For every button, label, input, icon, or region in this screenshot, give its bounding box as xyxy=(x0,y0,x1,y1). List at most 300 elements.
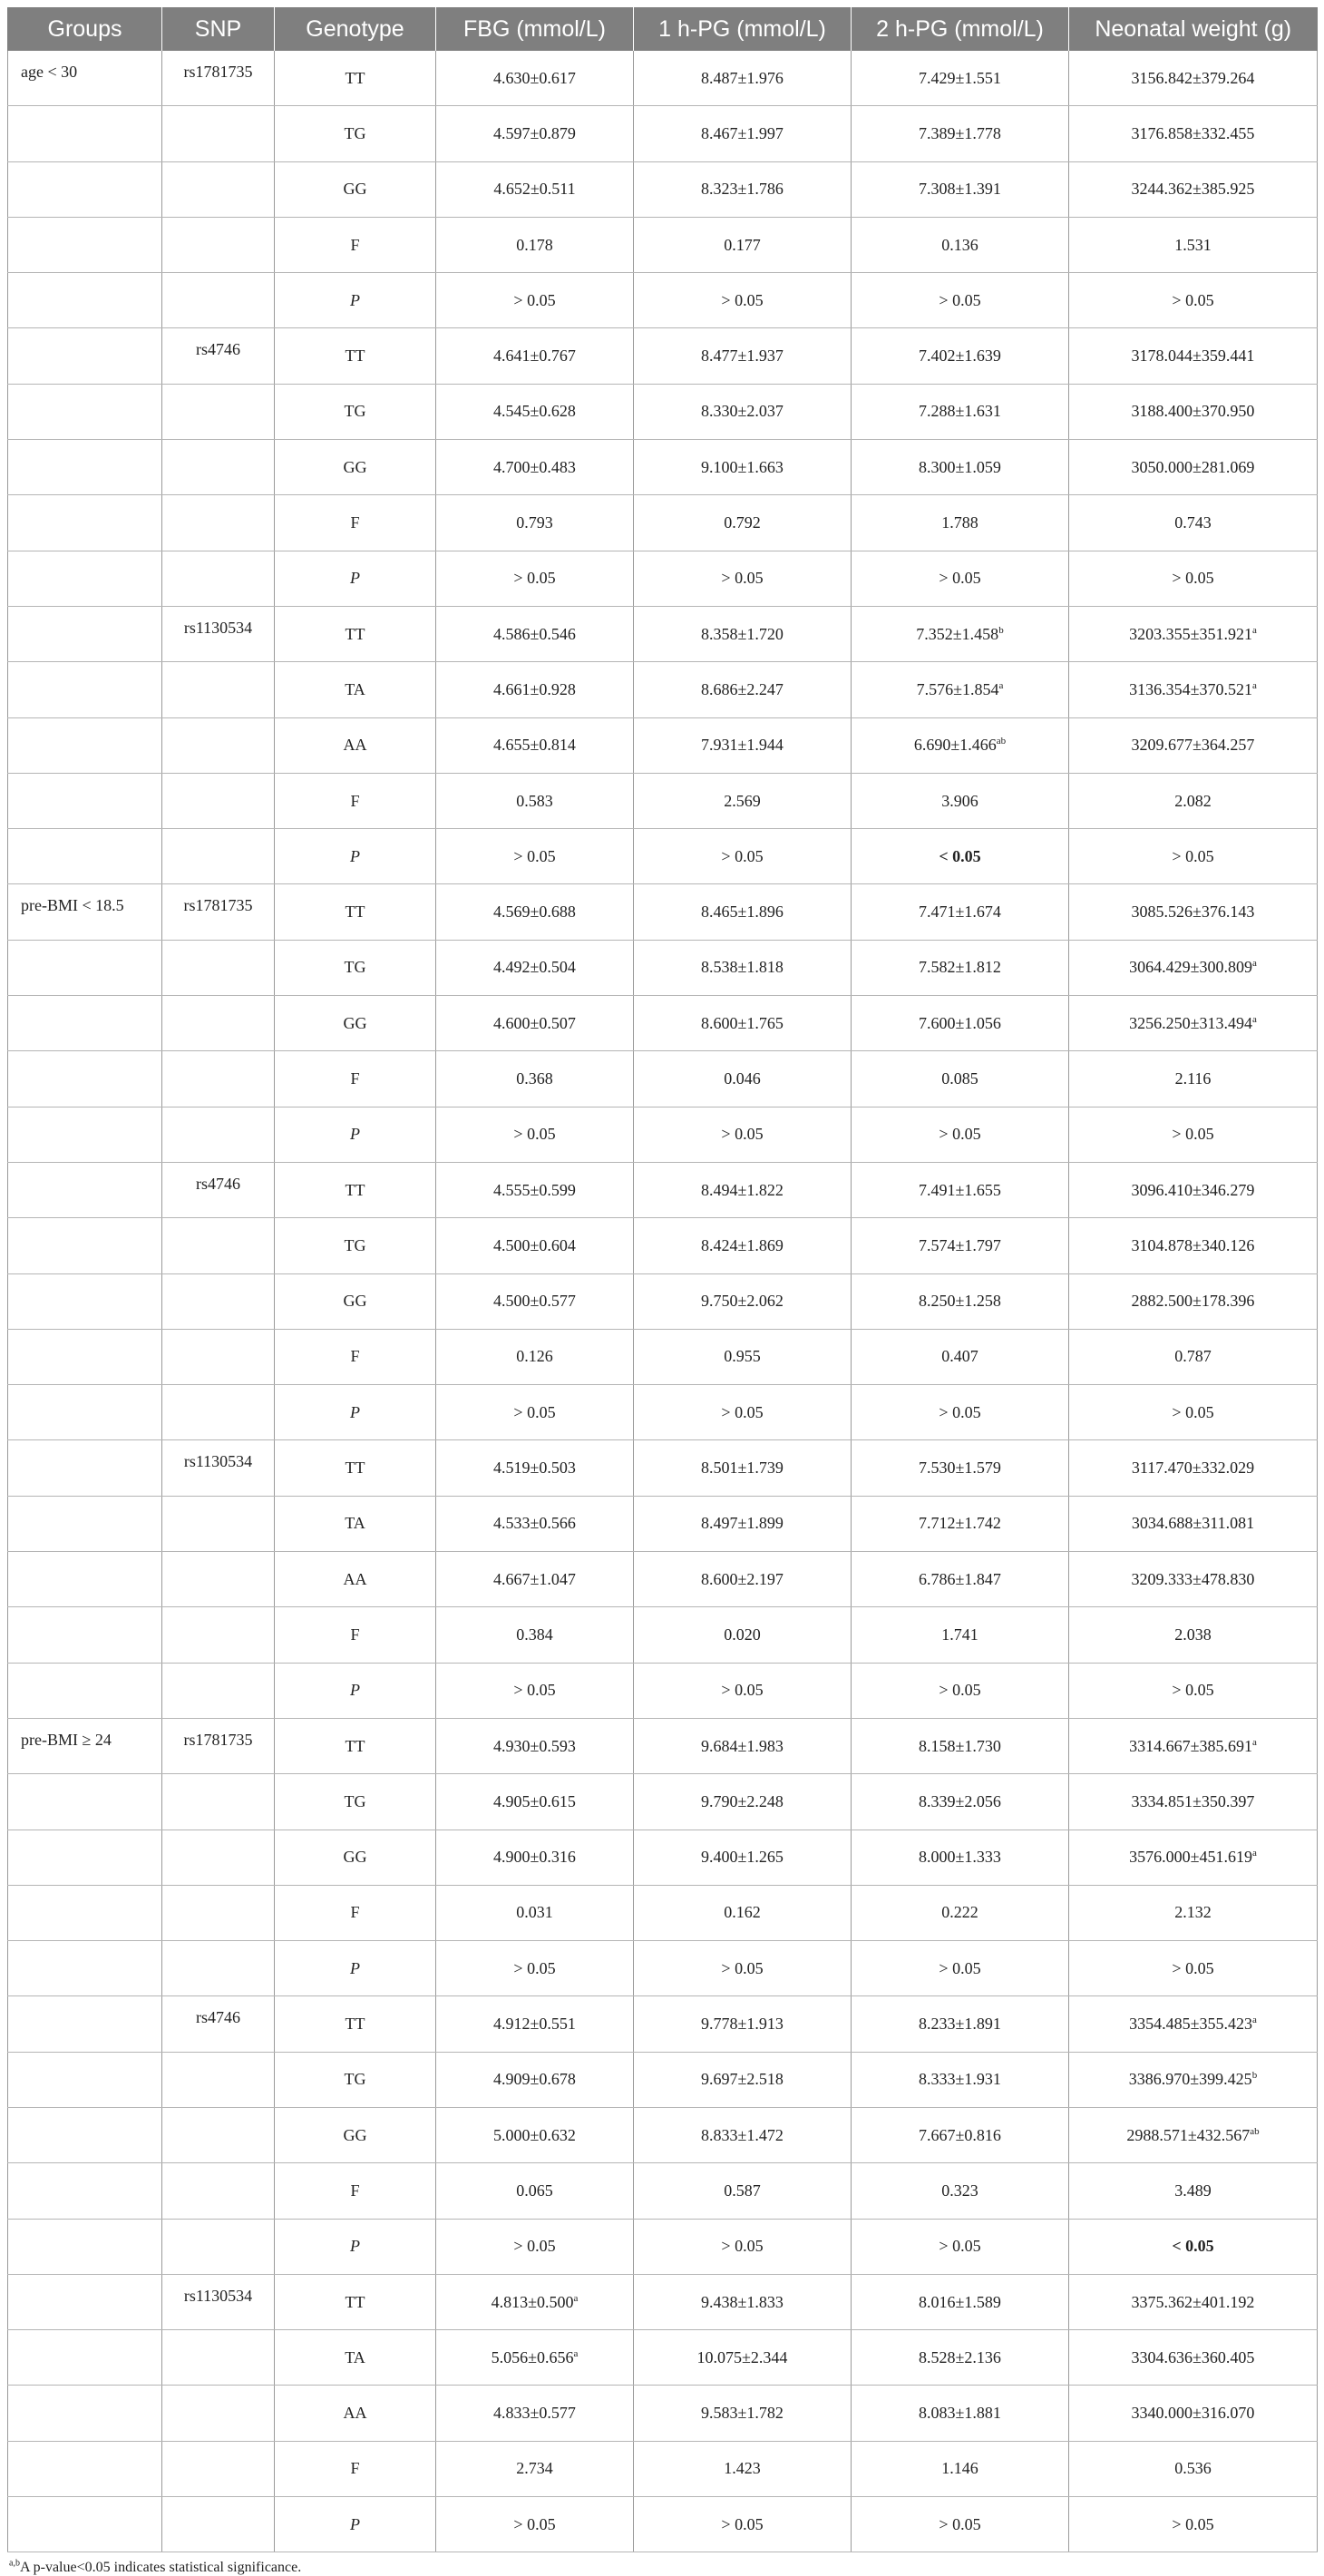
table-row xyxy=(8,773,1318,828)
table-row xyxy=(8,1218,1318,1273)
genotype-cell xyxy=(275,2052,436,2107)
pg2-cell-value: > 0.05 xyxy=(939,2514,981,2533)
snp-cell xyxy=(162,2441,275,2496)
neonatal-weight-cell-value: > 0.05 xyxy=(1172,290,1214,309)
genotype-cell xyxy=(275,161,436,217)
genotype-cell xyxy=(275,1440,436,1496)
neonatal-weight-cell xyxy=(1069,384,1318,439)
group-cell xyxy=(8,773,162,828)
fbg-cell xyxy=(436,1830,634,1885)
neonatal-weight-cell-value: 3334.851±350.397 xyxy=(1131,1791,1255,1810)
significance-marker: a xyxy=(1252,624,1257,636)
table-row xyxy=(8,440,1318,495)
snp-cell xyxy=(162,606,275,661)
snp-cell xyxy=(162,2386,275,2441)
fbg-cell xyxy=(436,606,634,661)
pg1-cell-value: 1.423 xyxy=(724,2459,761,2478)
pg2-cell-value: 7.471±1.674 xyxy=(919,903,1001,922)
pg2-cell-value: < 0.05 xyxy=(939,846,981,865)
pg1-cell xyxy=(634,2107,852,2162)
neonatal-weight-cell xyxy=(1069,717,1318,773)
pg1-cell-value: 8.833±1.472 xyxy=(701,2125,784,2144)
pg1-cell xyxy=(634,1885,852,1940)
snp-cell xyxy=(162,2274,275,2329)
neonatal-weight-cell-value: > 0.05 xyxy=(1172,846,1214,865)
pg1-cell xyxy=(634,606,852,661)
pg2-cell-value: > 0.05 xyxy=(939,1681,981,1700)
group-cell xyxy=(8,1774,162,1830)
snp-cell xyxy=(162,217,275,272)
pg2-cell-value: 6.786±1.847 xyxy=(919,1569,1001,1588)
significance-marker: a xyxy=(573,2292,579,2304)
snp-cell xyxy=(162,1440,275,1496)
pg2-cell-value: 7.576±1.854 xyxy=(916,679,999,698)
fbg-cell xyxy=(436,440,634,495)
snp-cell-value: rs1130534 xyxy=(183,618,253,637)
genotype-cell-value: TT xyxy=(345,624,365,643)
p-label: P xyxy=(350,569,360,588)
pg2-cell-value: 8.233±1.891 xyxy=(919,2015,1001,2034)
snp-cell xyxy=(162,1162,275,1217)
snp-cell xyxy=(162,1329,275,1384)
neonatal-weight-cell-value: > 0.05 xyxy=(1172,1125,1214,1144)
fbg-cell-value: 4.833±0.577 xyxy=(493,2404,576,2423)
genotype-cell xyxy=(275,1329,436,1384)
neonatal-weight-cell-value: > 0.05 xyxy=(1172,2514,1214,2533)
snp-cell xyxy=(162,773,275,828)
pg1-cell xyxy=(634,1996,852,2052)
neonatal-weight-cell xyxy=(1069,2274,1318,2329)
group-cell xyxy=(8,662,162,717)
pg1-cell xyxy=(634,1385,852,1440)
snp-cell xyxy=(162,161,275,217)
snp-cell xyxy=(162,2163,275,2219)
group-cell xyxy=(8,829,162,884)
group-cell xyxy=(8,1885,162,1940)
pg2-cell-value: 7.389±1.778 xyxy=(919,123,1001,142)
neonatal-weight-cell xyxy=(1069,161,1318,217)
genotype-cell-value: F xyxy=(350,235,360,254)
fbg-cell-value: 4.667±1.047 xyxy=(493,1569,576,1588)
neonatal-weight-cell xyxy=(1069,884,1318,940)
genotype-cell-value: F xyxy=(350,1903,360,1922)
significance-marker: a xyxy=(1252,1013,1257,1025)
genotype-cell-value: TT xyxy=(345,1736,365,1755)
group-cell xyxy=(8,2497,162,2552)
genotype-cell xyxy=(275,1051,436,1107)
genotype-cell xyxy=(275,996,436,1051)
neonatal-weight-cell xyxy=(1069,328,1318,384)
genotype-cell xyxy=(275,384,436,439)
genotype-cell-value: TA xyxy=(345,679,365,698)
column-header: FBG (mmol/L) xyxy=(436,7,634,51)
genotype-cell-value: GG xyxy=(343,1848,367,1867)
column-header: 1 h-PG (mmol/L) xyxy=(634,7,852,51)
significance-marker: ab xyxy=(996,736,1007,747)
results-table xyxy=(7,7,1318,2552)
genotype-cell-value: GG xyxy=(343,2125,367,2144)
p-label: P xyxy=(350,846,360,865)
genotype-cell xyxy=(275,1552,436,1607)
fbg-cell-value: > 0.05 xyxy=(513,2514,556,2533)
snp-cell xyxy=(162,2497,275,2552)
group-cell xyxy=(8,384,162,439)
neonatal-weight-cell-value: 3354.485±355.423 xyxy=(1129,2015,1252,2034)
genotype-cell-value: TT xyxy=(345,346,365,366)
pg2-cell xyxy=(852,1218,1069,1273)
pg1-cell-value: 8.600±2.197 xyxy=(701,1569,784,1588)
genotype-cell-value: TG xyxy=(344,402,366,421)
pg2-cell-value: 0.323 xyxy=(941,2181,978,2200)
pg2-cell xyxy=(852,1663,1069,1718)
fbg-cell xyxy=(436,2107,634,2162)
pg2-cell xyxy=(852,217,1069,272)
fbg-cell xyxy=(436,1051,634,1107)
neonatal-weight-cell xyxy=(1069,829,1318,884)
table-row xyxy=(8,161,1318,217)
neonatal-weight-cell xyxy=(1069,2441,1318,2496)
significance-marker: a xyxy=(1252,958,1257,970)
neonatal-weight-cell-value: 3203.355±351.921 xyxy=(1129,624,1252,643)
pg1-cell-value: > 0.05 xyxy=(721,290,764,309)
pg2-cell-value: 0.085 xyxy=(941,1068,978,1088)
pg2-cell xyxy=(852,1162,1069,1217)
genotype-cell xyxy=(275,2107,436,2162)
neonatal-weight-cell xyxy=(1069,940,1318,995)
neonatal-weight-cell-value: > 0.05 xyxy=(1172,1681,1214,1700)
neonatal-weight-cell-value: 3104.878±340.126 xyxy=(1131,1235,1255,1254)
table-row xyxy=(8,717,1318,773)
genotype-cell xyxy=(275,662,436,717)
table-row xyxy=(8,217,1318,272)
neonatal-weight-cell xyxy=(1069,2052,1318,2107)
table-row xyxy=(8,940,1318,995)
pg2-cell-value: 7.712±1.742 xyxy=(919,1514,1001,1533)
fbg-cell-value: 4.500±0.577 xyxy=(493,1292,576,1311)
fbg-cell xyxy=(436,1385,634,1440)
neonatal-weight-cell xyxy=(1069,773,1318,828)
table-footnote xyxy=(7,2560,1317,2576)
pg2-cell-value: 6.690±1.466 xyxy=(913,736,997,755)
pg1-cell xyxy=(634,106,852,161)
fbg-cell-value: 2.734 xyxy=(516,2459,553,2478)
pg1-cell-value: 8.467±1.997 xyxy=(701,123,784,142)
fbg-cell xyxy=(436,1440,634,1496)
significance-marker: a xyxy=(573,2347,579,2359)
fbg-cell xyxy=(436,1107,634,1162)
snp-cell xyxy=(162,1051,275,1107)
fbg-cell-value: 4.630±0.617 xyxy=(493,68,576,87)
table-container xyxy=(7,7,1317,2576)
group-cell xyxy=(8,1718,162,1773)
fbg-cell-value: 4.912±0.551 xyxy=(493,2015,576,2034)
table-row xyxy=(8,551,1318,606)
pg1-cell-value: 0.177 xyxy=(724,235,761,254)
fbg-cell xyxy=(436,551,634,606)
snp-cell xyxy=(162,328,275,384)
pg1-cell xyxy=(634,328,852,384)
fbg-cell-value: 4.533±0.566 xyxy=(493,1514,576,1533)
fbg-cell xyxy=(436,2386,634,2441)
pg1-cell xyxy=(634,495,852,551)
snp-cell-value: rs1130534 xyxy=(183,1452,253,1471)
table-row xyxy=(8,1496,1318,1551)
fbg-cell-value: > 0.05 xyxy=(513,846,556,865)
neonatal-weight-cell-value: 3096.410±346.279 xyxy=(1131,1180,1255,1199)
neonatal-weight-cell xyxy=(1069,1051,1318,1107)
column-header: Groups xyxy=(8,7,162,51)
snp-cell xyxy=(162,1663,275,1718)
genotype-cell-value: AA xyxy=(343,2404,367,2423)
p-label: P xyxy=(350,1958,360,1977)
fbg-cell-value: 4.597±0.879 xyxy=(493,123,576,142)
pg1-cell-value: 9.583±1.782 xyxy=(701,2404,784,2423)
group-cell xyxy=(8,884,162,940)
pg2-cell-value: 0.407 xyxy=(941,1347,978,1366)
pg1-cell-value: 9.790±2.248 xyxy=(701,1791,784,1810)
snp-cell xyxy=(162,1718,275,1773)
snp-cell xyxy=(162,717,275,773)
group-cell xyxy=(8,106,162,161)
group-cell xyxy=(8,1830,162,1885)
neonatal-weight-cell xyxy=(1069,1273,1318,1329)
pg2-cell-value: 7.308±1.391 xyxy=(919,180,1001,199)
group-cell xyxy=(8,328,162,384)
snp-cell xyxy=(162,1107,275,1162)
pg1-cell xyxy=(634,1162,852,1217)
group-cell xyxy=(8,2107,162,2162)
genotype-cell-value: F xyxy=(350,1068,360,1088)
group-cell xyxy=(8,717,162,773)
table-row xyxy=(8,1273,1318,1329)
fbg-cell xyxy=(436,328,634,384)
pg2-cell-value: 7.352±1.458 xyxy=(916,624,999,643)
neonatal-weight-cell xyxy=(1069,2107,1318,2162)
group-cell xyxy=(8,1440,162,1496)
fbg-cell-value: 0.065 xyxy=(516,2181,553,2200)
pg2-cell-value: 1.146 xyxy=(941,2459,978,2478)
pg1-cell-value: 8.600±1.765 xyxy=(701,1013,784,1032)
pg2-cell xyxy=(852,1329,1069,1384)
pg1-cell xyxy=(634,384,852,439)
pg1-cell-value: 9.400±1.265 xyxy=(701,1848,784,1867)
pg1-cell-value: 10.075±2.344 xyxy=(696,2347,788,2366)
significance-marker: a xyxy=(998,679,1004,691)
table-row xyxy=(8,1385,1318,1440)
pg2-cell-value: 8.250±1.258 xyxy=(919,1292,1001,1311)
pg1-cell-value: 0.020 xyxy=(724,1625,761,1644)
fbg-cell xyxy=(436,384,634,439)
table-row xyxy=(8,606,1318,661)
snp-cell xyxy=(162,106,275,161)
group-cell xyxy=(8,1218,162,1273)
fbg-cell-value: 5.056±0.656 xyxy=(491,2347,574,2366)
table-row xyxy=(8,1162,1318,1217)
pg1-cell xyxy=(634,217,852,272)
pg1-cell-value: 8.497±1.899 xyxy=(701,1514,784,1533)
fbg-cell xyxy=(436,829,634,884)
genotype-cell xyxy=(275,884,436,940)
neonatal-weight-cell-value: 3050.000±281.069 xyxy=(1131,457,1255,476)
neonatal-weight-cell-value: 3209.677±364.257 xyxy=(1131,736,1255,755)
neonatal-weight-cell xyxy=(1069,1162,1318,1217)
table-row xyxy=(8,2441,1318,2496)
p-label: P xyxy=(350,2514,360,2533)
pg1-cell xyxy=(634,773,852,828)
pg2-cell-value: > 0.05 xyxy=(939,290,981,309)
pg2-cell xyxy=(852,884,1069,940)
table-row xyxy=(8,1107,1318,1162)
table-row xyxy=(8,1552,1318,1607)
fbg-cell-value: > 0.05 xyxy=(513,1402,556,1421)
group-cell xyxy=(8,996,162,1051)
group-cell xyxy=(8,1329,162,1384)
pg1-cell xyxy=(634,1718,852,1773)
fbg-cell-value: 0.031 xyxy=(516,1903,553,1922)
genotype-cell xyxy=(275,1162,436,1217)
pg2-cell-value: 7.402±1.639 xyxy=(919,346,1001,366)
pg1-cell xyxy=(634,717,852,773)
neonatal-weight-cell-value: 3156.842±379.264 xyxy=(1131,68,1255,87)
snp-cell xyxy=(162,2330,275,2386)
pg1-cell xyxy=(634,2330,852,2386)
neonatal-weight-cell-value: 3375.362±401.192 xyxy=(1131,2292,1255,2311)
pg2-cell-value: 7.429±1.551 xyxy=(919,68,1001,87)
column-header: SNP xyxy=(162,7,275,51)
genotype-cell xyxy=(275,1607,436,1663)
fbg-cell xyxy=(436,773,634,828)
neonatal-weight-cell xyxy=(1069,273,1318,328)
fbg-cell xyxy=(436,717,634,773)
pg2-cell xyxy=(852,1941,1069,1996)
pg1-cell xyxy=(634,662,852,717)
group-cell xyxy=(8,217,162,272)
genotype-cell xyxy=(275,1385,436,1440)
table-row xyxy=(8,328,1318,384)
neonatal-weight-cell xyxy=(1069,1996,1318,2052)
fbg-cell-value: 4.905±0.615 xyxy=(493,1791,576,1810)
group-cell xyxy=(8,495,162,551)
pg1-cell xyxy=(634,2052,852,2107)
neonatal-weight-cell xyxy=(1069,1718,1318,1773)
table-row xyxy=(8,2497,1318,2552)
snp-cell-value: rs4746 xyxy=(196,1174,240,1193)
fbg-cell xyxy=(436,2274,634,2329)
fbg-cell-value: 4.813±0.500 xyxy=(491,2292,574,2311)
neonatal-weight-cell-value: 3256.250±313.494 xyxy=(1129,1013,1252,1032)
neonatal-weight-cell xyxy=(1069,1329,1318,1384)
fbg-cell xyxy=(436,1218,634,1273)
neonatal-weight-cell-value: > 0.05 xyxy=(1172,569,1214,588)
genotype-cell xyxy=(275,606,436,661)
fbg-cell-value: 4.555±0.599 xyxy=(493,1180,576,1199)
neonatal-weight-cell xyxy=(1069,662,1318,717)
genotype-cell-value: TG xyxy=(344,2070,366,2089)
genotype-cell xyxy=(275,1663,436,1718)
genotype-cell xyxy=(275,1830,436,1885)
pg1-cell xyxy=(634,161,852,217)
genotype-cell-value: TA xyxy=(345,2347,365,2366)
significance-marker: a xyxy=(1252,1736,1257,1748)
pg1-cell xyxy=(634,1552,852,1607)
pg2-cell-value: > 0.05 xyxy=(939,569,981,588)
pg2-cell-value: 1.788 xyxy=(941,513,978,532)
p-label: P xyxy=(350,290,360,309)
pg2-cell xyxy=(852,1552,1069,1607)
fbg-cell-value: 0.126 xyxy=(516,1347,553,1366)
fbg-cell-value: 0.368 xyxy=(516,1068,553,1088)
pg2-cell-value: 8.339±2.056 xyxy=(919,1791,1001,1810)
table-row xyxy=(8,1663,1318,1718)
fbg-cell-value: 0.178 xyxy=(516,235,553,254)
genotype-cell xyxy=(275,829,436,884)
neonatal-weight-cell xyxy=(1069,996,1318,1051)
fbg-cell-value: > 0.05 xyxy=(513,1125,556,1144)
neonatal-weight-cell xyxy=(1069,606,1318,661)
genotype-cell-value: GG xyxy=(343,1013,367,1032)
group-cell-value: pre-BMI < 18.5 xyxy=(21,896,124,915)
pg2-cell xyxy=(852,1273,1069,1329)
header-row xyxy=(8,7,1318,51)
fbg-cell-value: 0.583 xyxy=(516,791,553,810)
fbg-cell-value: 4.519±0.503 xyxy=(493,1459,576,1478)
genotype-cell xyxy=(275,1218,436,1273)
table-row xyxy=(8,1941,1318,1996)
group-cell xyxy=(8,2386,162,2441)
group-cell xyxy=(8,1941,162,1996)
table-row xyxy=(8,2330,1318,2386)
group-cell xyxy=(8,1273,162,1329)
pg1-cell-value: > 0.05 xyxy=(721,846,764,865)
pg1-cell-value: 9.697±2.518 xyxy=(701,2070,784,2089)
neonatal-weight-cell xyxy=(1069,1496,1318,1551)
fbg-cell-value: 5.000±0.632 xyxy=(493,2125,576,2144)
pg2-cell xyxy=(852,2497,1069,2552)
pg2-cell xyxy=(852,940,1069,995)
group-cell xyxy=(8,51,162,106)
genotype-cell xyxy=(275,1107,436,1162)
pg2-cell xyxy=(852,996,1069,1051)
group-cell-value: pre-BMI ≥ 24 xyxy=(21,1730,112,1749)
fbg-cell-value: > 0.05 xyxy=(513,569,556,588)
fbg-cell xyxy=(436,1663,634,1718)
genotype-cell xyxy=(275,2441,436,2496)
fbg-cell xyxy=(436,1273,634,1329)
neonatal-weight-cell xyxy=(1069,2330,1318,2386)
neonatal-weight-cell xyxy=(1069,1885,1318,1940)
group-cell xyxy=(8,1107,162,1162)
pg1-cell xyxy=(634,2497,852,2552)
fbg-cell-value: 4.600±0.507 xyxy=(493,1013,576,1032)
pg2-cell-value: 8.300±1.059 xyxy=(919,457,1001,476)
pg1-cell xyxy=(634,51,852,106)
fbg-cell-value: 4.641±0.767 xyxy=(493,346,576,366)
fbg-cell xyxy=(436,273,634,328)
fbg-cell-value: 4.545±0.628 xyxy=(493,402,576,421)
significance-marker: a xyxy=(1252,2015,1257,2026)
genotype-cell-value: GG xyxy=(343,1292,367,1311)
snp-cell xyxy=(162,829,275,884)
neonatal-weight-cell-value: 3314.667±385.691 xyxy=(1129,1736,1252,1755)
snp-cell xyxy=(162,1996,275,2052)
pg2-cell xyxy=(852,829,1069,884)
neonatal-weight-cell xyxy=(1069,2497,1318,2552)
pg2-cell xyxy=(852,1830,1069,1885)
fbg-cell xyxy=(436,2052,634,2107)
snp-cell xyxy=(162,884,275,940)
fbg-cell xyxy=(436,495,634,551)
group-cell-value: age < 30 xyxy=(21,63,78,81)
